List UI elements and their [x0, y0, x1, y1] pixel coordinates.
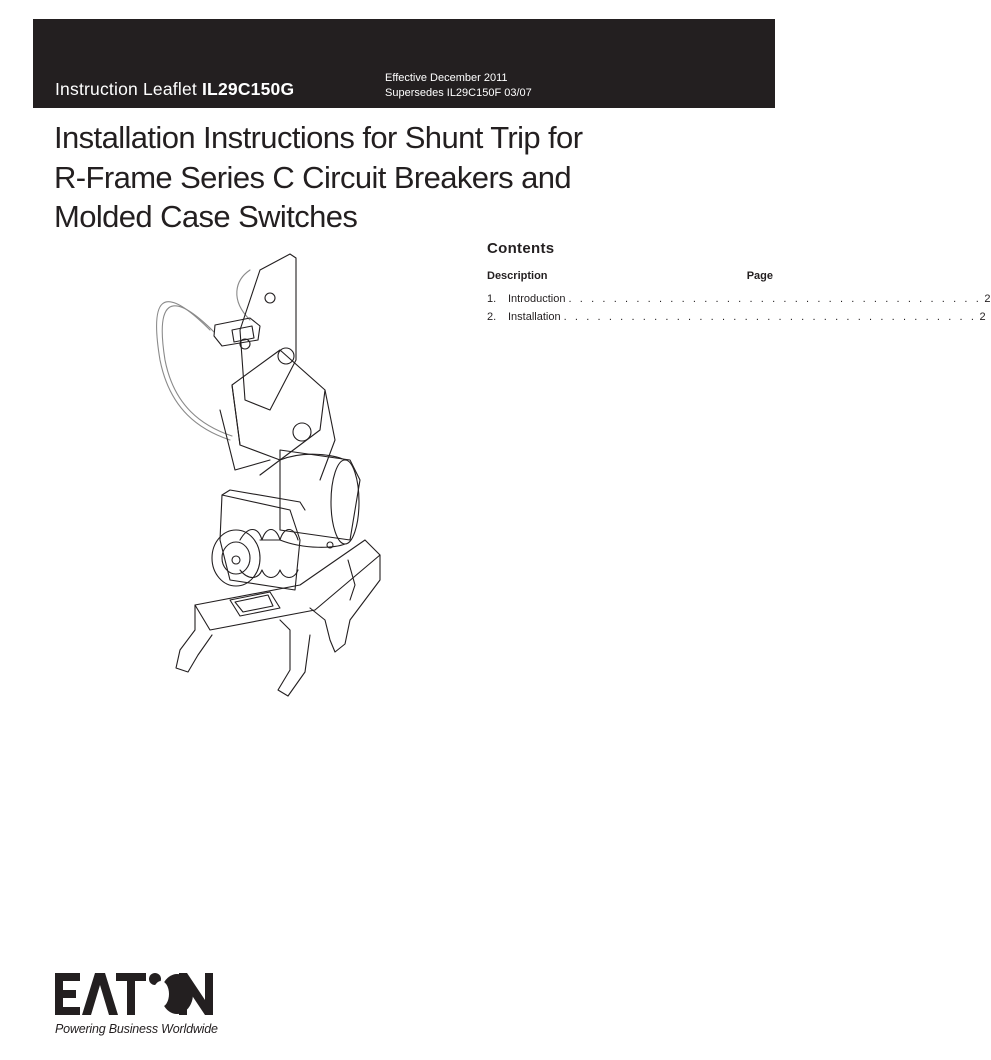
- eaton-logo: [55, 973, 215, 1015]
- toc-label: Installation: [508, 311, 561, 323]
- toc-page: 2: [979, 311, 986, 323]
- col-description: Description: [487, 270, 548, 282]
- effective-date: Effective December 2011: [385, 72, 508, 84]
- toc-label: Introduction: [508, 293, 566, 305]
- toc-entry-introduction[interactable]: [487, 290, 991, 308]
- title-line-3: Molded Case Switches: [54, 199, 358, 234]
- leaflet-number: IL29C150G: [202, 79, 295, 99]
- tagline: Powering Business Worldwide: [55, 1022, 218, 1036]
- toc-number: 2.: [487, 311, 497, 323]
- title-line-1: Installation Instructions for Shunt Trip for: [54, 120, 583, 155]
- title-line-2: R-Frame Series C Circuit Breakers and: [54, 159, 572, 195]
- contents-heading: Contents: [487, 240, 555, 257]
- header-bar: [33, 19, 775, 108]
- table-of-contents: [487, 240, 991, 326]
- leaflet-label: [55, 79, 294, 100]
- shunt-trip-assembly-drawing: [140, 240, 410, 710]
- leaflet-prefix: Instruction Leaflet: [55, 79, 197, 99]
- toc-leader: . . . . . . . . . . . . . . . . . . . . . . . . . . . . . . . . . . . . .: [563, 311, 977, 323]
- effective-info: [385, 71, 532, 101]
- supersedes: Supersedes IL29C150F 03/07: [385, 87, 532, 99]
- toc-number: 1.: [487, 293, 497, 305]
- contents-column-headers: [487, 270, 773, 282]
- toc-leader: . . . . . . . . . . . . . . . . . . . . . . . . . . . . . . . . . . . . .: [568, 293, 982, 305]
- col-page: Page: [746, 270, 773, 282]
- toc-page: 2: [984, 293, 991, 305]
- page-title: [54, 118, 694, 237]
- toc-entry-installation[interactable]: [487, 308, 986, 326]
